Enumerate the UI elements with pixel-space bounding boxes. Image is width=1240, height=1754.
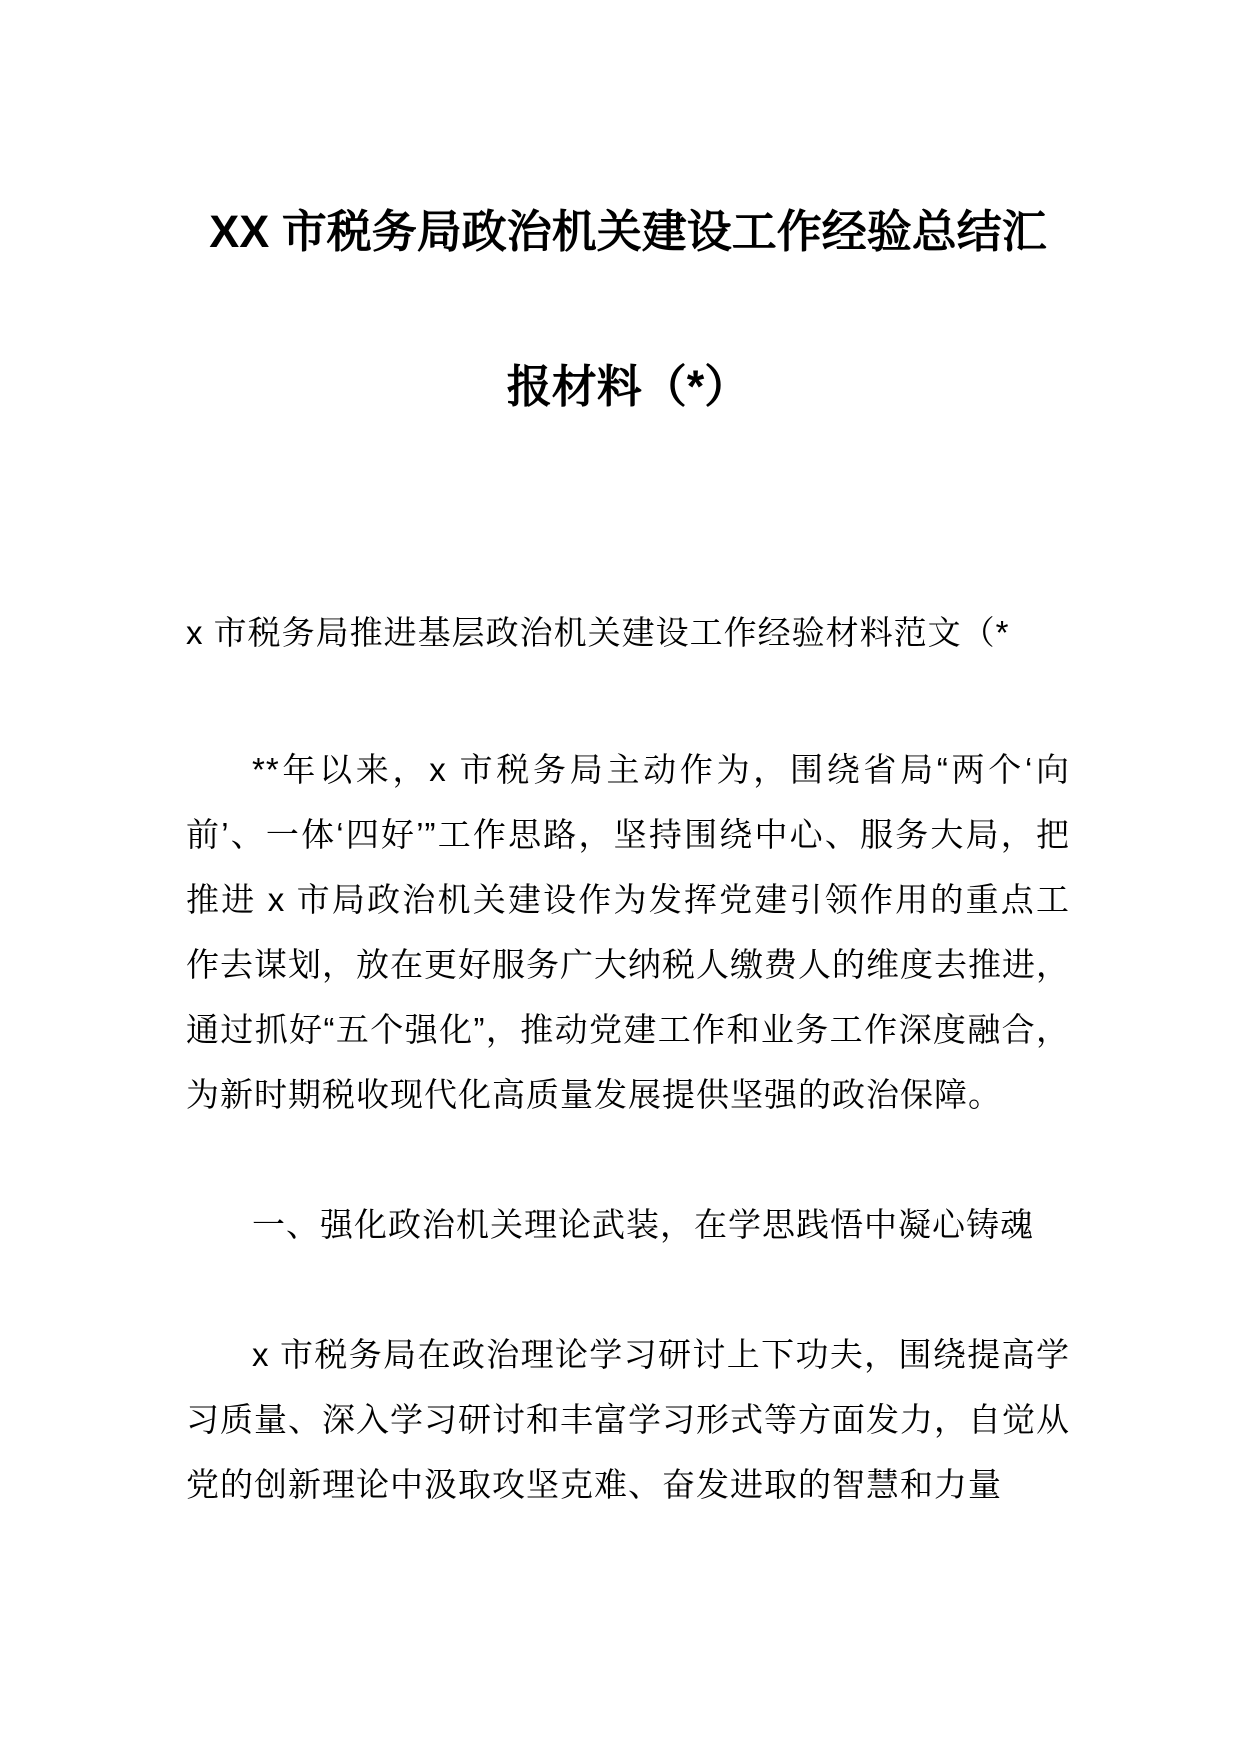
paragraph-section-1: x 市税务局在政治理论学习研讨上下功夫，围绕提高学习质量、深入学习研讨和丰富学习形式等方面发力，自觉从党的创新理论中汲取攻坚克难、奋发进取的智慧和力量 bbox=[186, 1336, 1070, 1503]
document-subtitle-line: x 市税务局推进基层政治机关建设工作经验材料范文（* bbox=[186, 614, 1010, 651]
paragraph-opening: **年以来，x 市税务局主动作为，围绕省局“两个‘向前’、一体‘四好’”工作思路，坚持围绕中心、服务大局，把推进 x 市局政治机关建设作为发挥党建引领作用的重点工作去谋划，放在更好服务广大纳税人缴费人的维度去推进，通过抓好“五个强化”，推动党建工作和业务工作深度融合，为新时期税收现代化高质量发展提供坚强的政治保障。 bbox=[186, 751, 1070, 1113]
document-title: XX 市税务局政治机关建设工作经验总结汇报材料（*） bbox=[209, 206, 1047, 412]
section-heading-1: 一、强化政治机关理论武装，在学思践悟中凝心铸魂 bbox=[252, 1206, 1034, 1243]
